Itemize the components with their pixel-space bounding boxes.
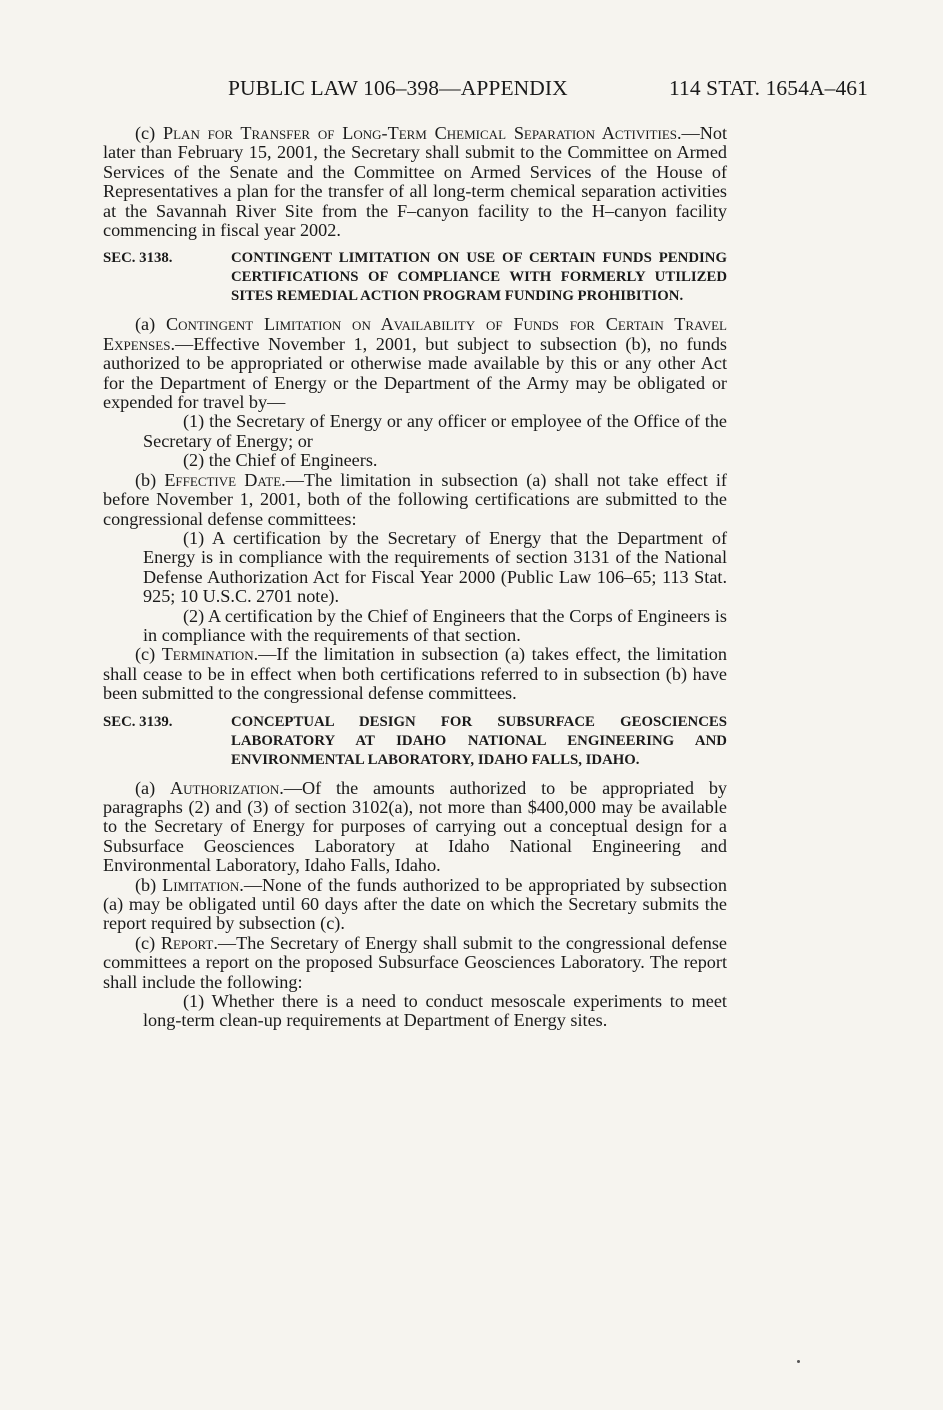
subsection-text: —The Secretary of Energy shall submit to the congressional defense committees a report on the proposed Subsurface Geosciences Laboratory. The report shall include the following: bbox=[103, 932, 728, 992]
subsection-text: —Not later than February 15, 2001, the Secretary shall submit to the Committee on Armed Services of the Senate and the Committee on Armed Services of the House of Representatives a plan for the transfer of all long-term chemical separation activities at the Savannah River Site from the F–canyon facility to the H–canyon facility commencing in fiscal year 2002. bbox=[103, 123, 728, 241]
subsection-marker: (a) bbox=[135, 777, 171, 798]
subsection-heading: Termination. bbox=[161, 644, 259, 665]
paragraph-3139-c-1: (1) Whether there is a need to conduct mesoscale experiments to meet long-term clean-up requirements at Department of Energy sites. bbox=[143, 991, 727, 1031]
paragraph-3139-c bbox=[103, 934, 727, 992]
paragraph-3138-a-1: (1) the Secretary of Energy or any officer or employee of the Office of the Secretary of Energy; or bbox=[143, 411, 727, 451]
paragraph-3138-b-1: (1) A certification by the Secretary of Energy that the Department of Energy is in compliance with the requirements of section 3131 of the National Defense Authorization Act for Fiscal Year 2000 (Public Law 106–65; 113 Stat. 925; 10 U.S.C. 2701 note). bbox=[143, 527, 727, 607]
subsection-text: —If the limitation in subsection (a) takes effect, the limitation shall cease to be in effect when both certifications referred to in subsection (b) have been submitted to the congressional defense committees. bbox=[103, 644, 727, 704]
section-heading-3138 bbox=[103, 249, 727, 306]
section-title: CONCEPTUAL DESIGN FOR SUBSURFACE GEOSCIENCES LABORATORY AT IDAHO NATIONAL ENGINEERING AND ENVIRONMENTAL LABORATORY, IDAHO FALLS, IDAHO. bbox=[231, 713, 727, 768]
subsection-heading: Contingent Limitation on Availability of Funds for Certain Travel Expenses. bbox=[103, 314, 727, 354]
paragraph-3138-c bbox=[103, 645, 727, 703]
section-title: CONTINGENT LIMITATION ON USE OF CERTAIN FUNDS PENDING CERTIFICATIONS OF COMPLIANCE WITH FORMERLY UTILIZED SITES REMEDIAL ACTION PROGRAM FUNDING PROHIBITION. bbox=[231, 250, 727, 305]
section-heading-3139 bbox=[103, 713, 727, 770]
subsection-heading: Authorization. bbox=[170, 777, 284, 798]
document-body bbox=[103, 124, 727, 1031]
section-number: SEC. 3138. bbox=[103, 250, 173, 267]
paragraph-3139-a bbox=[103, 779, 727, 876]
paragraph-3138-b-2: (2) A certification by the Chief of Engineers that the Corps of Engineers is in compliance with the requirements of that section. bbox=[143, 605, 727, 645]
subsection-marker: (c) bbox=[135, 932, 161, 953]
subsection-heading: Limitation. bbox=[162, 874, 244, 895]
section-number: SEC. 3139. bbox=[103, 713, 173, 730]
paragraph-3138-a-2: (2) the Chief of Engineers. bbox=[183, 450, 378, 471]
subsection-marker: (c) bbox=[135, 644, 162, 665]
subsection-heading: Plan for Transfer of Long-Term Chemical Separation Activities. bbox=[163, 123, 682, 143]
print-speck bbox=[797, 1360, 800, 1363]
paragraph-3138-a bbox=[103, 315, 727, 412]
header-page-citation: 114 STAT. 1654A–461 bbox=[668, 76, 868, 100]
subsection-marker: (b) bbox=[135, 469, 165, 490]
subsection-marker: (a) bbox=[135, 314, 166, 335]
subsection-text: —Of the amounts authorized to be appropriated by paragraphs (2) and (3) of section 3102(a), not more than $400,000 may be available to the Secretary of Energy for purposes of carrying out a conceptual design for a Subsurface Geosciences Laboratory at Idaho National Engineering and Environmental Laboratory, Idaho Falls, Idaho. bbox=[103, 777, 728, 876]
subsection-text: —Effective November 1, 2001, but subject to subsection (b), no funds authorized to be appropriated or otherwise made available by this or any other Act for the Department of Energy or the Department of the Army may be obligated or expended for travel by— bbox=[103, 333, 727, 413]
header-title: PUBLIC LAW 106–398—APPENDIX bbox=[228, 76, 568, 100]
subsection-heading: Report. bbox=[160, 932, 218, 953]
paragraph-3139-b bbox=[103, 876, 727, 934]
subsection-text: —The limitation in subsection (a) shall not take effect if before November 1, 2001, both of the following certifications are submitted to the congressional defense committees: bbox=[103, 469, 727, 529]
paragraph-3138-b bbox=[103, 471, 727, 529]
subsection-marker: (c) bbox=[135, 123, 163, 143]
subsection-text: —None of the funds authorized to be appropriated by subsection (a) may be obligated until 60 days after the date on which the Secretary submits the report required by subsection (c). bbox=[103, 874, 727, 934]
subsection-heading: Effective Date. bbox=[164, 469, 286, 490]
subsection-marker: (b) bbox=[135, 874, 163, 895]
paragraph-c-plan-transfer bbox=[103, 124, 727, 240]
